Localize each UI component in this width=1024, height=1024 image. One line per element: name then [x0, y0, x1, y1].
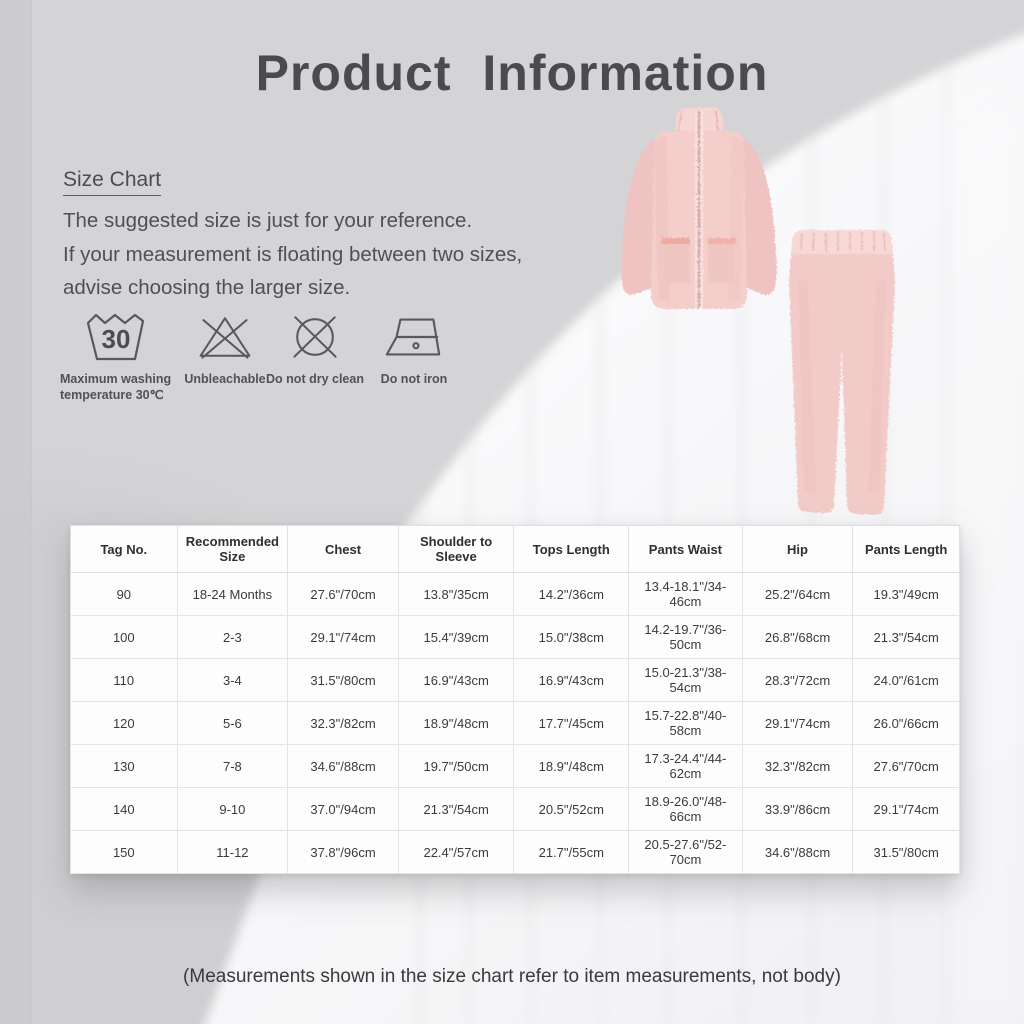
table-cell: 27.6"/70cm [288, 573, 399, 616]
table-cell: 17.3-24.4"/44-62cm [629, 745, 743, 788]
col-header-tops-length: Tops Length [514, 526, 629, 573]
table-cell: 18.9-26.0"/48-66cm [629, 788, 743, 831]
table-cell: 110 [71, 659, 178, 702]
col-header-shoulder-to-sleeve: Shoulder to Sleeve [398, 526, 514, 573]
page-title: Product Information [255, 45, 769, 101]
col-header-pants-waist: Pants Waist [629, 526, 743, 573]
col-header-hip: Hip [742, 526, 853, 573]
table-row [71, 745, 960, 788]
table-cell: 20.5"/52cm [514, 788, 629, 831]
table-cell: 21.3"/54cm [853, 616, 960, 659]
table-cell: 18.9"/48cm [398, 702, 514, 745]
table-cell: 90 [71, 573, 178, 616]
crossed-triangle-icon [195, 310, 255, 364]
col-header-chest: Chest [288, 526, 399, 573]
table-cell: 20.5-27.6"/52-70cm [629, 831, 743, 874]
care-label-no-dry-clean: Do not dry clean [266, 372, 364, 386]
care-label-unbleachable: Unbleachable [184, 372, 266, 386]
wash-basin-30-icon [84, 310, 148, 364]
table-cell: 14.2"/36cm [514, 573, 629, 616]
table-cell: 15.7-22.8"/40-58cm [629, 702, 743, 745]
table-cell: 13.4-18.1"/34-46cm [629, 573, 743, 616]
table-cell: 29.1"/74cm [288, 616, 399, 659]
table-cell: 100 [71, 616, 178, 659]
size-chart-line-3: advise choosing the larger size. [63, 276, 351, 299]
table-cell: 120 [71, 702, 178, 745]
table-cell: 3-4 [177, 659, 288, 702]
size-chart-heading: Size Chart [63, 168, 161, 196]
table-row [71, 659, 960, 702]
fleece-pants-image [768, 220, 916, 522]
table-cell: 28.3"/72cm [742, 659, 853, 702]
col-header-tag-no: Tag No. [71, 526, 178, 573]
care-item-no-dry-clean [262, 310, 368, 387]
col-header-pants-length: Pants Length [853, 526, 960, 573]
table-row [71, 616, 960, 659]
table-cell: 22.4"/57cm [398, 831, 514, 874]
table-cell: 21.7"/55cm [514, 831, 629, 874]
table-cell: 150 [71, 831, 178, 874]
table-cell: 13.8"/35cm [398, 573, 514, 616]
table-cell: 5-6 [177, 702, 288, 745]
size-chart-line-2: If your measurement is floating between two sizes, [63, 242, 523, 266]
table-cell: 37.0"/94cm [288, 788, 399, 831]
table-cell: 33.9"/86cm [742, 788, 853, 831]
table-cell: 31.5"/80cm [853, 831, 960, 874]
table-cell: 34.6"/88cm [742, 831, 853, 874]
size-table-container [70, 525, 960, 874]
table-cell: 18.9"/48cm [514, 745, 629, 788]
table-cell: 17.7"/45cm [514, 702, 629, 745]
table-cell: 130 [71, 745, 178, 788]
crossed-circle-icon [285, 310, 345, 364]
table-header-row [71, 526, 960, 573]
table-cell: 16.9"/43cm [514, 659, 629, 702]
table-cell: 14.2-19.7"/36-50cm [629, 616, 743, 659]
table-cell: 15.0-21.3"/38-54cm [629, 659, 743, 702]
table-cell: 32.3"/82cm [288, 702, 399, 745]
care-item-unbleachable [176, 310, 274, 387]
table-row [71, 702, 960, 745]
table-cell: 29.1"/74cm [742, 702, 853, 745]
table-cell: 2-3 [177, 616, 288, 659]
table-cell: 19.7"/50cm [398, 745, 514, 788]
table-cell: 29.1"/74cm [853, 788, 960, 831]
table-cell: 26.0"/66cm [853, 702, 960, 745]
table-cell: 18-24 Months [177, 573, 288, 616]
measurement-disclaimer: (Measurements shown in the size chart refer to item measurements, not body) [183, 966, 841, 987]
size-chart-intro [63, 168, 522, 305]
table-cell: 15.0"/38cm [514, 616, 629, 659]
table-cell: 19.3"/49cm [853, 573, 960, 616]
table-cell: 11-12 [177, 831, 288, 874]
size-chart-line-1: The suggested size is just for your reference. [63, 209, 473, 232]
care-label-no-iron: Do not iron [380, 372, 448, 386]
table-cell: 140 [71, 788, 178, 831]
wash-temp-badge: 30 [101, 324, 131, 354]
table-cell: 26.8"/68cm [742, 616, 853, 659]
table-row [71, 831, 960, 874]
table-cell: 15.4"/39cm [398, 616, 514, 659]
table-cell: 27.6"/70cm [853, 745, 960, 788]
table-cell: 31.5"/80cm [288, 659, 399, 702]
iron-icon [383, 310, 445, 364]
table-cell: 37.8"/96cm [288, 831, 399, 874]
size-table [70, 525, 960, 874]
table-cell: 16.9"/43cm [398, 659, 514, 702]
table-row [71, 573, 960, 616]
table-cell: 32.3"/82cm [742, 745, 853, 788]
care-item-no-iron [364, 310, 464, 387]
care-label-max-wash: Maximum washing temperature 30℃ [60, 372, 172, 402]
table-cell: 25.2"/64cm [742, 573, 853, 616]
table-row [71, 788, 960, 831]
table-cell: 7-8 [177, 745, 288, 788]
table-cell: 34.6"/88cm [288, 745, 399, 788]
col-header-recommended-size: Recommended Size [177, 526, 288, 573]
table-cell: 24.0"/61cm [853, 659, 960, 702]
table-cell: 21.3"/54cm [398, 788, 514, 831]
table-cell: 9-10 [177, 788, 288, 831]
